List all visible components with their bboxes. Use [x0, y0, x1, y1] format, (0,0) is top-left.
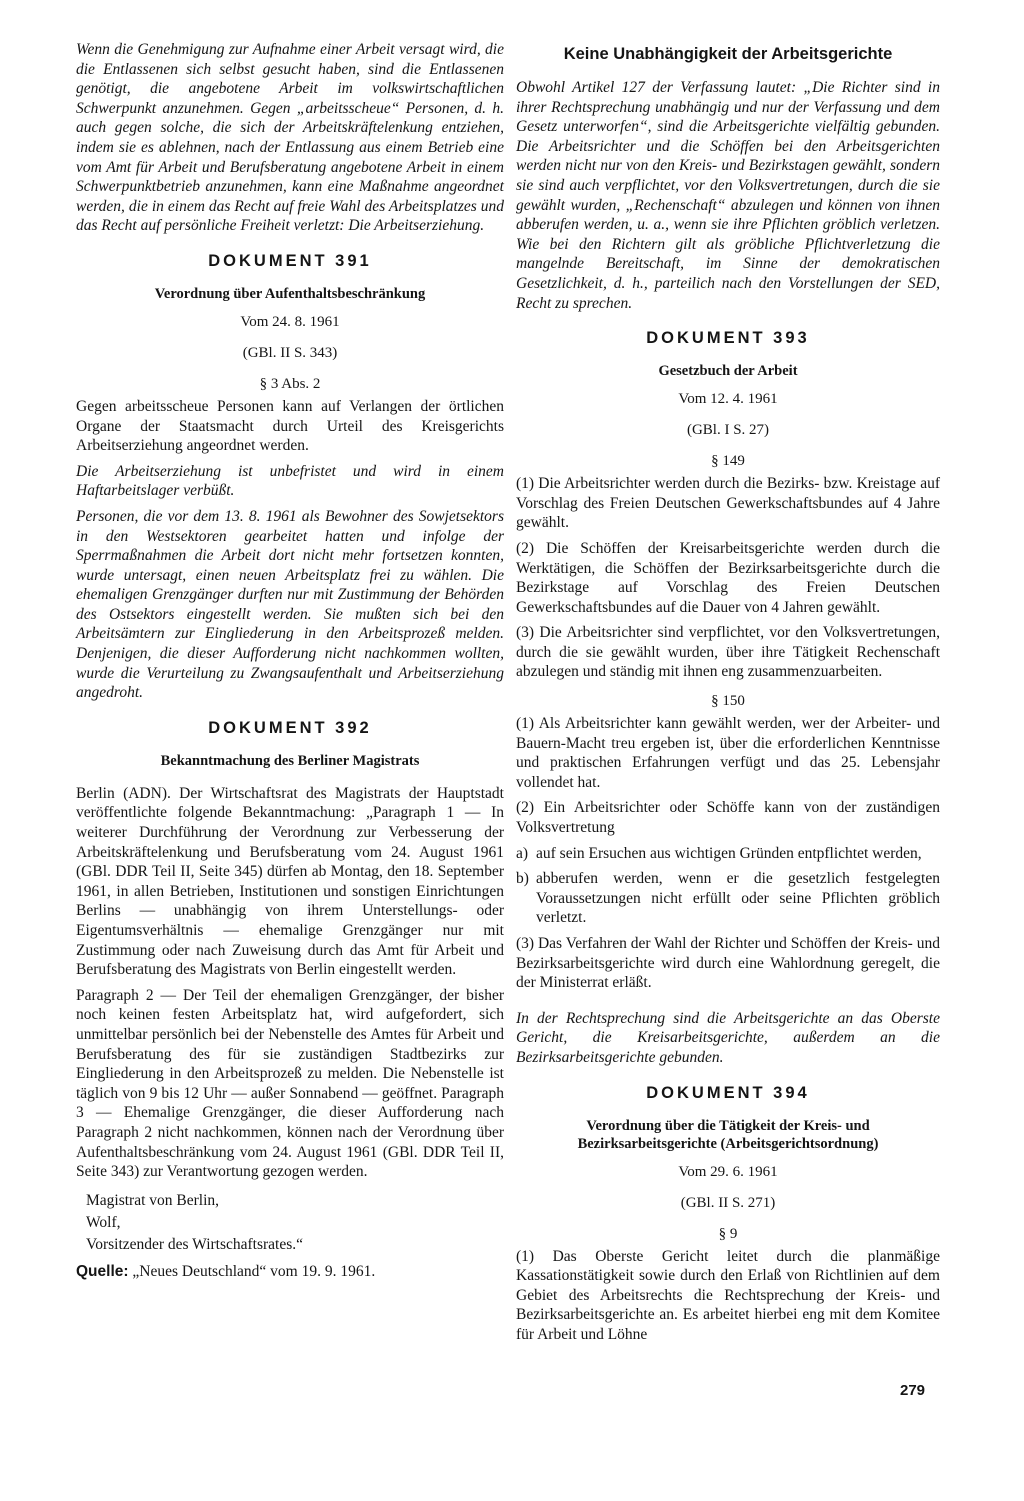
doc-391-heading: DOKUMENT 391	[208, 251, 372, 270]
doc-394-heading: DOKUMENT 394	[646, 1083, 810, 1102]
section-150-paragraph-2: (2) Ein Arbeitsrichter oder Schöffe kann von der zuständigen Volksvertretung	[516, 799, 940, 837]
section-150-item-b	[516, 869, 940, 928]
section-150-item-a	[516, 844, 940, 864]
doc-392-title: Bekanntmachung des Berliner Magistrats	[160, 752, 420, 769]
right-intro-commentary: Obwohl Artikel 127 der Verfassung lautet: „Die Richter sind in ihrer Rechtsprechung unabhängig und nur der Verfassung und dem Gesetz unterworfen“, sind die Arbeitsgerichte vielfältig gebunden. Die Arbeitsrichter und die Schöffen bei den Arbeitsgerichten werden nicht nur von den Kreis- und Bezirkstagen gewählt, sondern sie sind auch verpflichtet, vor den Volksvertretungen, durch die sie gewählt wurden, „Rechenschaft“ abzulegen und können von ihnen abberufen werden, u. a., wenn sie ihre Pflichten gröblich verletzen. Wie bei den Richtern gilt als gröbliche Pflichtverletzung die mangelnde Bereitschaft, im Sinne der demokratischen Gesetzlichkeit, d. h., parteilich nach den Vorstellungen der SED, Recht zu sprechen.	[516, 79, 940, 312]
section-150-paragraph-3: (3) Das Verfahren der Wahl der Richter und Schöffen der Kreis- und Bezirksarbeitsgerichte wird durch eine Wahlordnung geregelt, die der Ministerrat erläßt.	[516, 935, 940, 992]
section-9-heading: § 9	[718, 1225, 738, 1242]
doc-394-ref: (GBl. II S. 271)	[680, 1194, 776, 1211]
item-a-text: auf sein Ersuchen aus wichtigen Gründen entpflichtet werden,	[536, 844, 922, 862]
section-9-paragraph-1: (1) Das Oberste Gericht leitet durch die planmäßige Kassationstätigkeit sowie durch den Erlaß von Richtlinien auf dem Gebiet des Arbeitsrechts die Rechtsprechung der Kreis- und Bezirksarbeitsgerichte an. Es arbeitet hierbei eng mit dem Komitee für Arbeit und Löhne	[516, 1247, 940, 1343]
section-149-paragraph-1: (1) Die Arbeitsrichter werden durch die Bezirks- bzw. Kreistage auf Vorschlag des Freien Deutschen Gewerkschaftsbundes auf 4 Jahre gewählt.	[516, 475, 940, 532]
source-text: „Neues Deutschland“ vom 19. 9. 1961.	[132, 1262, 376, 1280]
doc-393-title: Gesetzbuch der Arbeit	[658, 363, 798, 380]
item-b-text: abberufen werden, wenn er die gesetzlich festgelegten Voraussetzungen nicht erfüllt oder seine Pflichten gröblich verletzt.	[536, 870, 940, 927]
section-149-heading: § 149	[711, 453, 745, 470]
doc-392-paragraph-1: Berlin (ADN). Der Wirtschaftsrat des Magistrats der Hauptstadt veröffentlichte folgende Bekanntmachung: „Paragraph 1 — In weiterer Durchführung der Verordnung zur Verbesserung der Arbeitskräftelenkung und Berufsberatung vom 24. August 1961 (GBl. DDR Teil II, Seite 345) dürfen ab Montag, den 18. September 1961, in allen Betrieben, Institutionen und sonstigen Einrichtungen Berlins — unabhängig von ihrem Unterstellungs- oder Eigentumsverhältnis — ehemalige Grenzgänger nur mit Zustimmung oder nach Zuweisung durch das Amt für Arbeit und Berufsberatung des Magistrats von Berlin eingestellt werden.	[76, 784, 504, 979]
doc-391-comment-2: Personen, die vor dem 13. 8. 1961 als Bewohner des Sowjetsektors in den Westsektoren gearbeitet hatten und infolge der Sperrmaßnahmen die Arbeit dort nicht mehr fortsetzen konnten, wurde untersagt, einen neuen Arbeitsplatz frei zu wählen. Die ehemaligen Grenzgänger durften nur mit Zustimmung der Behörden des Ostsektors eingestellt werden. Sie mußten sich bei den Arbeitsämtern zur Eingliederung in den Arbeitsprozeß melden. Denjenigen, die dieser Aufforderung nicht nachkommen wollten, wurde die Verurteilung zu Zwangsaufenthalt und Arbeitserziehung angedroht.	[76, 507, 504, 702]
signature-line-1: Magistrat von Berlin,	[86, 1191, 220, 1209]
doc-391-text: Gegen arbeitsscheue Personen kann auf Verlangen der örtlichen Organe der Staatsmacht durch Urteil des Kreisgerichts Arbeitserziehung angeordnet werden.	[76, 397, 504, 455]
right-column	[516, 40, 940, 1351]
source-line	[76, 1262, 504, 1281]
section-150-heading: § 150	[711, 693, 745, 710]
doc-393-heading: DOKUMENT 393	[646, 329, 810, 348]
doc-391-date: Vom 24. 8. 1961	[240, 313, 340, 330]
page-number: 279	[900, 1382, 926, 1399]
doc-393-date: Vom 12. 4. 1961	[678, 391, 778, 408]
doc-391-ref: (GBl. II S. 343)	[242, 344, 338, 361]
item-b-label: b)	[516, 870, 529, 888]
doc-394-title: Verordnung über die Tätigkeit der Kreis- und Bezirksarbeitsgerichte (Arbeitsgerichtsordnung)	[577, 1117, 879, 1152]
doc-393-ref: (GBl. I S. 27)	[686, 422, 770, 439]
source-label: Quelle:	[76, 1262, 129, 1280]
doc-393-comment: In der Rechtsprechung sind die Arbeitsgerichte an das Oberste Gericht, die Kreisarbeitsgerichte, außerdem an die Bezirksarbeitsgerichte gebunden.	[516, 1009, 940, 1066]
section-150-paragraph-1: (1) Als Arbeitsrichter kann gewählt werden, wer der Arbeiter- und Bauern-Macht treu ergeben ist, über die erforderlichen Kenntnisse und praktischen Erfahrungen verfügt und das 25. Lebensjahr vollendet hat.	[516, 715, 940, 791]
section-149-paragraph-3: (3) Die Arbeitsrichter sind verpflichtet, vor den Volksvertretungen, durch die sie gewählt wurden, über ihre Tätigkeit Rechenschaft abzulegen und ständig mit ihnen eng zusammenzuarbeiten.	[516, 624, 940, 681]
item-a-label: a)	[516, 844, 529, 862]
section-149-paragraph-2: (2) Die Schöffen der Kreisarbeitsgerichte werden durch die Werktätigen, die Schöffen der Bezirksarbeitsgerichte durch die Bezirkstage auf Vorschlag des Freien Deutschen Gewerkschaftsbundes auf die Dauer von 4 Jahren gewählt.	[516, 539, 940, 616]
doc-394-date: Vom 29. 6. 1961	[678, 1163, 778, 1180]
doc-392-heading: DOKUMENT 392	[208, 718, 372, 737]
signature-line-3: Vorsitzender des Wirtschaftsrates.“	[86, 1235, 304, 1253]
left-column	[76, 40, 504, 1281]
doc-391-comment-1: Die Arbeitserziehung ist unbefristet und wird in einem Haftarbeitslager verbüßt.	[76, 462, 504, 500]
intro-commentary: Wenn die Genehmigung zur Aufnahme einer Arbeit versagt wird, die die Entlassenen sich selbst gesucht haben, sind die Entlassenen genötigt, die angebotene Arbeit im volkswirtschaftlichen Schwerpunkt anzunehmen. Gegen „arbeitsscheue“ Personen, d. h. auch gegen solche, die sich der Arbeitskräftelenkung entziehen, indem sie es ablehnen, nach der Entlassung aus einem Betrieb eine vom Amt für Arbeit und Berufsberatung angebotene Arbeit in einem Schwerpunktbetrieb anzunehmen, kann eine Maßnahme angeordnet werden, die in einem das Recht auf freie Wahl des Arbeitsplatzes und das Recht auf persönliche Freiheit verletzt: Die Arbeitserziehung.	[76, 41, 504, 235]
section-heading: Keine Unabhängigkeit der Arbeitsgerichte	[563, 45, 893, 63]
doc-392-paragraph-2: Paragraph 2 — Der Teil der ehemaligen Grenzgänger, der bisher noch keinen festen Arbeitsplatz hat, wird aufgefordert, sich unmittelbar persönlich bei der Nebenstelle des Amtes für Arbeit und Berufsberatung des für sie zuständigen Stadtbezirks zur Eingliederung in den Arbeitsprozeß zu melden. Die Nebenstelle ist täglich von 9 bis 12 Uhr — außer Sonnabend — geöffnet. Paragraph 3 — Ehemalige Grenzgänger, die dieser Aufforderung nach Paragraph 2 nicht nachkommen, können nach der Verordnung über Aufenthaltsbeschränkung vom 24. August 1961 (GBl. DDR Teil II, Seite 343) zur Verantwortung gezogen werden.	[76, 986, 504, 1181]
signature-line-2: Wolf,	[86, 1213, 121, 1231]
doc-391-title: Verordnung über Aufenthaltsbeschränkung	[154, 285, 426, 302]
doc-391-section: § 3 Abs. 2	[259, 375, 321, 392]
